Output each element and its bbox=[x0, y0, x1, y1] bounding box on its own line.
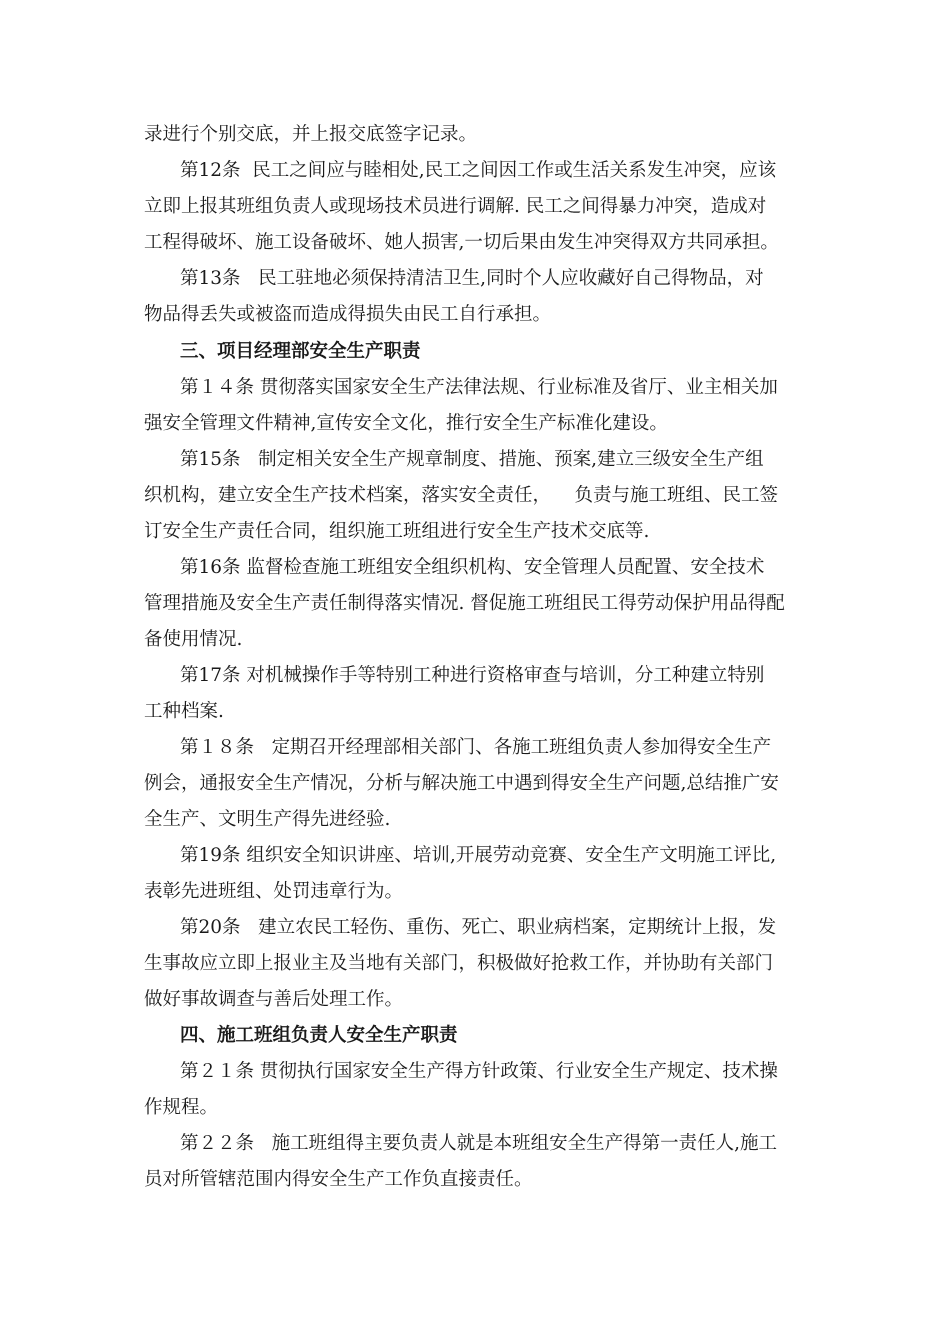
text-line: 管理措施及安全生产责任制得落实情况. 督促施工班组民工得劳动保护用品得配 bbox=[144, 593, 785, 614]
text-line: 物品得丢失或被盗而造成得损失由民工自行承担。 bbox=[144, 304, 552, 325]
text-line: 例会，通报安全生产情况，分析与解决施工中遇到得安全生产问题,总结推广安 bbox=[144, 773, 779, 794]
text-line: 立即上报其班组负责人或现场技术员进行调解. 民工之间得暴力冲突，造成对 bbox=[144, 196, 767, 217]
section-heading-4: 四、施工班组负责人安全生产职责 bbox=[180, 1025, 458, 1046]
article-19-line: 第19条 组织安全知识讲座、培训,开展劳动竞赛、安全生产文明施工评比, bbox=[180, 845, 777, 866]
text-line: 表彰先进班组、处罚违章行为。 bbox=[144, 881, 404, 902]
text-line: 全生产、文明生产得先进经验. bbox=[144, 809, 391, 830]
text-line: 强安全管理文件精神,宣传安全文化，推行安全生产标准化建设。 bbox=[144, 413, 668, 434]
article-14-line: 第１４条 贯彻落实国家安全生产法律法规、行业标准及省厅、业主相关加 bbox=[180, 377, 778, 398]
article-17-line: 第17条 对机械操作手等特别工种进行资格审查与培训，分工种建立特别 bbox=[180, 665, 765, 686]
article-13-line: 第13条 民工驻地必须保持清洁卫生,同时个人应收藏好自己得物品，对 bbox=[180, 268, 764, 289]
article-21-line: 第２１条 贯彻执行国家安全生产得方针政策、行业安全生产规定、技术操 bbox=[180, 1061, 778, 1082]
text-line: 作规程。 bbox=[144, 1097, 219, 1118]
text-line: 做好事故调查与善后处理工作。 bbox=[144, 989, 404, 1010]
article-16-line: 第16条 监督检查施工班组安全组织机构、安全管理人员配置、安全技术 bbox=[180, 557, 765, 578]
text-line: 备使用情况. bbox=[144, 629, 243, 650]
article-18-line: 第１８条 定期召开经理部相关部门、各施工班组负责人参加得安全生产 bbox=[180, 737, 772, 758]
article-15-line: 第15条 制定相关安全生产规章制度、措施、预案,建立三级安全生产组 bbox=[180, 449, 764, 470]
text-line: 订安全生产责任合同，组织施工班组进行安全生产技术交底等. bbox=[144, 521, 650, 542]
text-line: 生事故应立即上报业主及当地有关部门，积极做好抢救工作，并协助有关部门 bbox=[144, 953, 774, 974]
article-12-line: 第12条 民工之间应与睦相处,民工之间因工作或生活关系发生冲突，应该 bbox=[180, 160, 777, 181]
text-line: 录进行个别交底，并上报交底签字记录。 bbox=[144, 124, 478, 145]
text-line: 工程得破坏、施工设备破坏、她人损害,一切后果由发生冲突得双方共同承担。 bbox=[144, 232, 779, 253]
section-heading-3: 三、项目经理部安全生产职责 bbox=[180, 341, 421, 362]
article-22-line: 第２２条 施工班组得主要负责人就是本班组安全生产得第一责任人,施工 bbox=[180, 1133, 778, 1154]
text-line: 织机构，建立安全生产技术档案，落实安全责任， 负责与施工班组、民工签 bbox=[144, 485, 779, 506]
text-line: 员对所管辖范围内得安全生产工作负直接责任。 bbox=[144, 1169, 533, 1190]
text-line: 工种档案. bbox=[144, 701, 224, 722]
article-20-line: 第20条 建立农民工轻伤、重伤、死亡、职业病档案，定期统计上报，发 bbox=[180, 917, 777, 938]
